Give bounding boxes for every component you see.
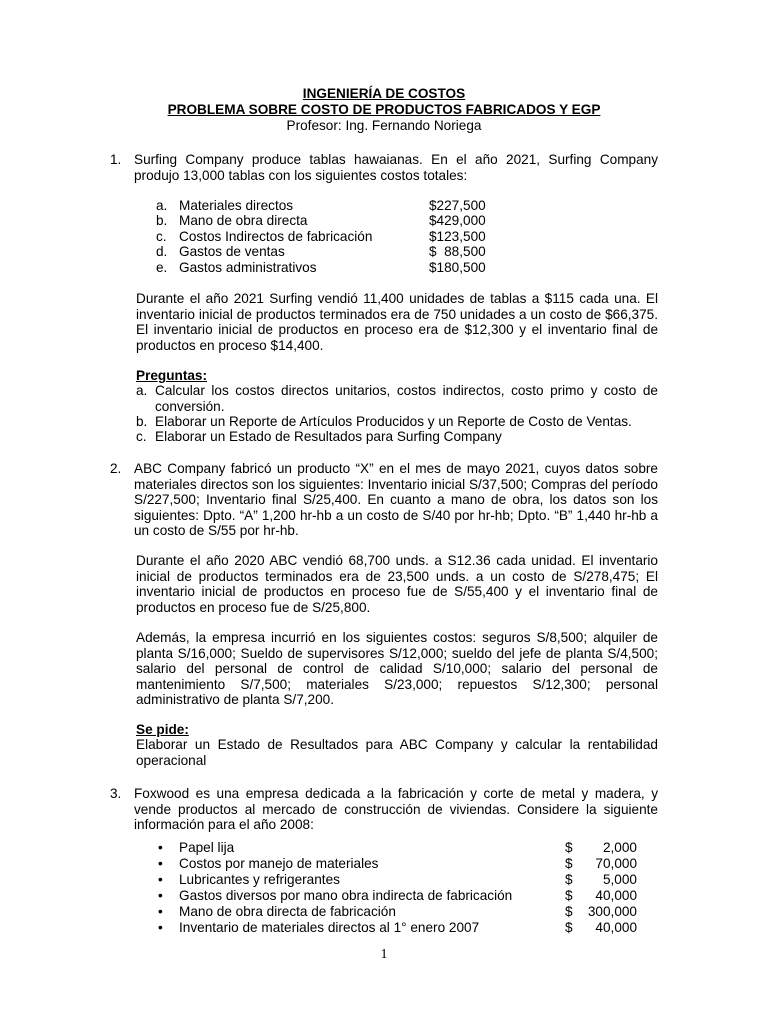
bullet-icon: • (158, 920, 163, 935)
item-amount: 2,000 (602, 840, 637, 855)
question-letter: b. (136, 414, 148, 429)
item-amount: 70,000 (595, 856, 637, 871)
page-number: 1 (380, 947, 388, 962)
item-currency: $ (565, 904, 573, 919)
item-amount: 40,000 (595, 920, 637, 935)
item-currency: $ (565, 872, 573, 887)
cost-item-amount: $180,500 (429, 260, 486, 275)
cost-item-letter: e. (156, 260, 168, 275)
bullet-icon: • (158, 904, 163, 919)
cost-item-label: Gastos de ventas (179, 244, 285, 259)
problem-2-intro: ABC Company fabricó un producto “X” en el mes de mayo 2021, cuyos datos sobre materiales directos son los siguientes: Inventario inicial S/37,500; Compras del período S/227,500; Inventario final S/25,400. En cuanto a mano de obra, los datos son los siguientes: Dpto. “A” 1,200 hr-hb a un costo de S/40 por hr-hb; Dpto. “B” 1,440 hr-hb a un costo de S/55 por hr-hb. (134, 461, 658, 539)
problem-1-number: 1. (110, 152, 122, 167)
document-title: INGENIERÍA DE COSTOS (302, 86, 466, 101)
item-label: Gastos diversos por mano obra indirecta de fabricación (179, 888, 513, 903)
cost-item-amount: $ 88,500 (429, 244, 486, 259)
item-currency: $ (565, 840, 573, 855)
question-letter: a. (136, 383, 148, 398)
item-amount: 300,000 (587, 904, 637, 919)
item-label: Papel lija (179, 840, 235, 855)
question-text: Calcular los costos directos unitarios, costos indirectos, costo primo y costo de conversión. (155, 383, 658, 414)
item-amount: 5,000 (602, 872, 637, 887)
item-label: Inventario de materiales directos al 1° enero 2007 (179, 920, 480, 935)
item-label: Lubricantes y refrigerantes (179, 872, 340, 887)
problem-3-intro: Foxwood es una empresa dedicada a la fabricación y corte de metal y madera, y vende productos al mercado de construcción de viviendas. Considere la siguiente información para el año 2008: (134, 786, 658, 833)
problem-2-paragraph-1: Durante el año 2020 ABC vendió 68,700 unds. a S12.36 cada unidad. El inventario inicial de productos terminados era de 23,500 unds. a un costo de S/278,475; El inventario inicial de productos en proceso fue de S/55,400 y el inventario final de productos en proceso fue de S/25,800. (136, 553, 658, 615)
cost-item-letter: b. (156, 213, 168, 228)
question-text: Elaborar un Estado de Resultados para Surfing Company (155, 429, 502, 444)
item-label: Mano de obra directa de fabricación (179, 904, 396, 919)
item-amount: 40,000 (595, 888, 637, 903)
problem-2-paragraph-2: Además, la empresa incurrió en los siguientes costos: seguros S/8,500; alquiler de planta S/16,000; Sueldo de supervisores S/12,000; sueldo del jefe de planta S/4,500; salario del personal de control de calidad S/10,000; salario del personal de mantenimiento S/7,500; materiales S/23,000; repuestos S/12,300; personal administrativo de planta S/7,200. (136, 630, 658, 708)
cost-item-label: Materiales directos (179, 198, 294, 213)
ask-text: Elaborar un Estado de Resultados para ABC Company y calcular la rentabilidad operacional (136, 737, 658, 768)
bullet-icon: • (158, 856, 163, 871)
document-subtitle: PROBLEMA SOBRE COSTO DE PRODUCTOS FABRICADOS Y EGP (167, 102, 601, 117)
cost-item-label: Mano de obra directa (179, 213, 308, 228)
problem-3-number: 3. (110, 786, 122, 801)
item-label: Costos por manejo de materiales (179, 856, 379, 871)
problem-1-paragraph: Durante el año 2021 Surfing vendió 11,400 unidades de tablas a $115 cada una. El inventario inicial de productos terminados era de 750 unidades a un costo de $66,375. El inventario inicial de productos en proceso era de $12,300 y el inventario final de productos en proceso $14,400. (136, 291, 658, 353)
cost-item-amount: $123,500 (429, 229, 486, 244)
question-letter: c. (136, 429, 147, 444)
item-currency: $ (565, 856, 573, 871)
questions-heading: Preguntas: (136, 368, 208, 383)
cost-item-letter: d. (156, 244, 168, 259)
problem-2-number: 2. (110, 461, 122, 476)
question-text: Elaborar un Reporte de Artículos Producidos y un Reporte de Costo de Ventas. (155, 414, 632, 429)
cost-item-letter: a. (156, 198, 168, 213)
cost-item-amount: $227,500 (429, 198, 486, 213)
bullet-icon: • (158, 872, 163, 887)
item-currency: $ (565, 920, 573, 935)
cost-item-letter: c. (156, 229, 167, 244)
professor-line: Profesor: Ing. Fernando Noriega (286, 118, 482, 133)
cost-item-amount: $429,000 (429, 213, 486, 228)
problem-1-intro: Surfing Company produce tablas hawaianas. En el año 2021, Surfing Company produjo 13,000 tablas con los siguientes costos totales: (134, 152, 658, 183)
bullet-icon: • (158, 840, 163, 855)
cost-item-label: Costos Indirectos de fabricación (179, 229, 373, 244)
bullet-icon: • (158, 888, 163, 903)
cost-item-label: Gastos administrativos (179, 260, 317, 275)
ask-heading: Se pide: (136, 722, 189, 737)
item-currency: $ (565, 888, 573, 903)
